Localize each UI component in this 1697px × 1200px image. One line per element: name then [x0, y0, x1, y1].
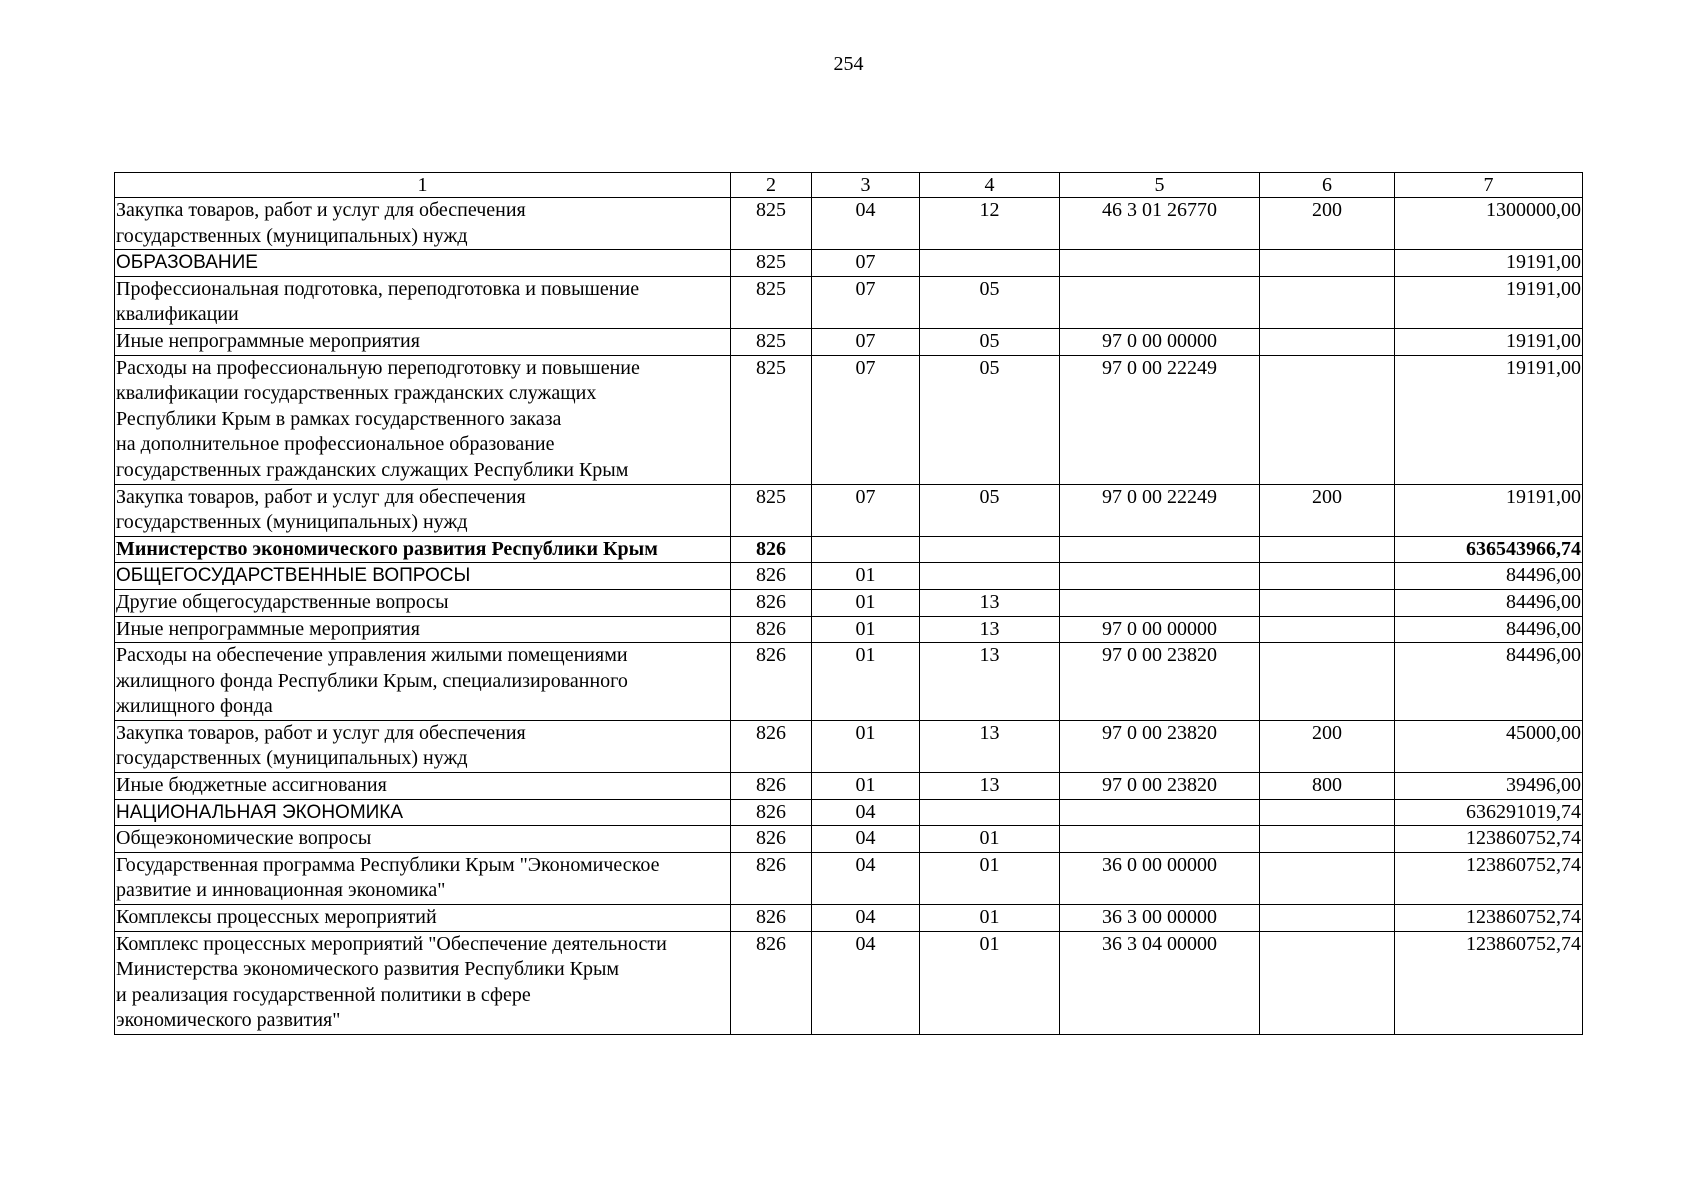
target-article-cell: 36 3 00 00000 — [1060, 905, 1260, 932]
ministry-code-cell: 826 — [731, 589, 812, 616]
subsection-code-cell: 12 — [920, 198, 1060, 250]
target-article-cell — [1060, 799, 1260, 826]
target-article-cell: 36 3 04 00000 — [1060, 931, 1260, 1034]
ministry-code-cell: 826 — [731, 643, 812, 721]
table-row — [115, 643, 1583, 721]
subsection-code-cell: 01 — [920, 931, 1060, 1034]
page-number: 254 — [833, 53, 864, 75]
section-code-cell: 01 — [812, 616, 920, 643]
ministry-code-cell: 825 — [731, 328, 812, 355]
table-row — [115, 616, 1583, 643]
table-row — [115, 250, 1583, 277]
expense-type-cell — [1260, 616, 1395, 643]
item-name-cell: ОБРАЗОВАНИЕ — [115, 250, 731, 277]
subsection-code-cell — [920, 799, 1060, 826]
amount-cell: 19191,00 — [1395, 355, 1583, 484]
ministry-code-cell: 826 — [731, 616, 812, 643]
header-row — [115, 173, 1583, 198]
subsection-code-cell: 01 — [920, 905, 1060, 932]
section-code-cell: 04 — [812, 852, 920, 904]
target-article-cell: 97 0 00 00000 — [1060, 328, 1260, 355]
budget-table — [114, 172, 1583, 1035]
expense-type-cell: 200 — [1260, 484, 1395, 536]
table-row — [115, 484, 1583, 536]
table-row — [115, 852, 1583, 904]
table-row — [115, 905, 1583, 932]
item-name-cell: Закупка товаров, работ и услуг для обеспечения государственных (муниципальных) нужд — [115, 720, 731, 772]
table-row — [115, 589, 1583, 616]
expense-type-cell — [1260, 931, 1395, 1034]
section-code-cell: 01 — [812, 643, 920, 721]
item-name-cell: ОБЩЕГОСУДАРСТВЕННЫЕ ВОПРОСЫ — [115, 563, 731, 590]
target-article-cell: 36 0 00 00000 — [1060, 852, 1260, 904]
expense-type-cell — [1260, 826, 1395, 853]
target-article-cell: 97 0 00 22249 — [1060, 484, 1260, 536]
table-row — [115, 563, 1583, 590]
expense-type-cell — [1260, 563, 1395, 590]
target-article-cell — [1060, 589, 1260, 616]
ministry-code-cell: 826 — [731, 773, 812, 800]
target-article-cell: 97 0 00 23820 — [1060, 643, 1260, 721]
table-row — [115, 276, 1583, 328]
expense-type-cell — [1260, 852, 1395, 904]
expense-type-cell: 800 — [1260, 773, 1395, 800]
ministry-code-cell: 825 — [731, 355, 812, 484]
section-code-cell: 01 — [812, 773, 920, 800]
expense-type-cell — [1260, 643, 1395, 721]
expense-type-cell: 200 — [1260, 198, 1395, 250]
item-name-cell: Иные бюджетные ассигнования — [115, 773, 731, 800]
section-code-cell: 04 — [812, 198, 920, 250]
item-name-cell: Другие общегосударственные вопросы — [115, 589, 731, 616]
expense-type-cell — [1260, 589, 1395, 616]
section-code-cell: 04 — [812, 826, 920, 853]
amount-cell: 19191,00 — [1395, 328, 1583, 355]
section-code-cell: 07 — [812, 250, 920, 277]
table-row — [115, 536, 1583, 563]
section-code-cell: 07 — [812, 484, 920, 536]
ministry-code-cell: 826 — [731, 720, 812, 772]
target-article-cell: 46 3 01 26770 — [1060, 198, 1260, 250]
subsection-code-cell: 13 — [920, 589, 1060, 616]
expense-type-cell — [1260, 905, 1395, 932]
amount-cell: 123860752,74 — [1395, 826, 1583, 853]
table-row — [115, 720, 1583, 772]
amount-cell: 19191,00 — [1395, 276, 1583, 328]
subsection-code-cell: 01 — [920, 852, 1060, 904]
table-row — [115, 799, 1583, 826]
section-code-cell: 01 — [812, 589, 920, 616]
amount-cell: 84496,00 — [1395, 563, 1583, 590]
table-row — [115, 826, 1583, 853]
target-article-cell — [1060, 276, 1260, 328]
subsection-code-cell: 13 — [920, 616, 1060, 643]
amount-cell: 19191,00 — [1395, 250, 1583, 277]
target-article-cell: 97 0 00 23820 — [1060, 773, 1260, 800]
target-article-cell: 97 0 00 00000 — [1060, 616, 1260, 643]
amount-cell: 45000,00 — [1395, 720, 1583, 772]
subsection-code-cell: 13 — [920, 720, 1060, 772]
amount-cell: 123860752,74 — [1395, 852, 1583, 904]
column-header: 1 — [115, 173, 731, 198]
section-code-cell: 04 — [812, 905, 920, 932]
section-code-cell: 07 — [812, 276, 920, 328]
amount-cell: 1300000,00 — [1395, 198, 1583, 250]
amount-cell: 19191,00 — [1395, 484, 1583, 536]
section-code-cell: 07 — [812, 328, 920, 355]
target-article-cell — [1060, 826, 1260, 853]
column-header: 2 — [731, 173, 812, 198]
subsection-code-cell — [920, 536, 1060, 563]
item-name-cell: Комплекс процессных мероприятий "Обеспечение деятельности Министерства экономического развития Республики Крым и реализация государственной политики в сфере экономического развития" — [115, 931, 731, 1034]
item-name-cell: Расходы на обеспечение управления жилыми помещениями жилищного фонда Республики Крым, специализированного жилищного фонда — [115, 643, 731, 721]
item-name-cell: Министерство экономического развития Республики Крым — [115, 536, 731, 563]
target-article-cell — [1060, 536, 1260, 563]
item-name-cell: Иные непрограммные мероприятия — [115, 616, 731, 643]
target-article-cell — [1060, 563, 1260, 590]
item-name-cell: Государственная программа Республики Крым "Экономическое развитие и инновационная экономика" — [115, 852, 731, 904]
subsection-code-cell — [920, 250, 1060, 277]
subsection-code-cell: 13 — [920, 643, 1060, 721]
amount-cell: 636291019,74 — [1395, 799, 1583, 826]
ministry-code-cell: 826 — [731, 905, 812, 932]
subsection-code-cell: 01 — [920, 826, 1060, 853]
target-article-cell: 97 0 00 23820 — [1060, 720, 1260, 772]
subsection-code-cell — [920, 563, 1060, 590]
subsection-code-cell: 13 — [920, 773, 1060, 800]
item-name-cell: Закупка товаров, работ и услуг для обеспечения государственных (муниципальных) нужд — [115, 484, 731, 536]
subsection-code-cell: 05 — [920, 355, 1060, 484]
expense-type-cell — [1260, 276, 1395, 328]
expense-type-cell — [1260, 250, 1395, 277]
target-article-cell — [1060, 250, 1260, 277]
table-row — [115, 328, 1583, 355]
amount-cell: 84496,00 — [1395, 643, 1583, 721]
table-row — [115, 198, 1583, 250]
ministry-code-cell: 825 — [731, 484, 812, 536]
item-name-cell: Профессиональная подготовка, переподготовка и повышение квалификации — [115, 276, 731, 328]
ministry-code-cell: 825 — [731, 198, 812, 250]
subsection-code-cell: 05 — [920, 276, 1060, 328]
column-header: 5 — [1060, 173, 1260, 198]
section-code-cell: 04 — [812, 799, 920, 826]
ministry-code-cell: 826 — [731, 799, 812, 826]
expense-type-cell — [1260, 536, 1395, 563]
ministry-code-cell: 826 — [731, 536, 812, 563]
ministry-code-cell: 826 — [731, 931, 812, 1034]
subsection-code-cell: 05 — [920, 484, 1060, 536]
ministry-code-cell: 826 — [731, 826, 812, 853]
item-name-cell: Закупка товаров, работ и услуг для обеспечения государственных (муниципальных) нужд — [115, 198, 731, 250]
subsection-code-cell: 05 — [920, 328, 1060, 355]
item-name-cell: Расходы на профессиональную переподготовку и повышение квалификации государственных гражданских служащих Республики Крым в рамках государственного заказа на дополнительное профессиональное образование государственных гражданских служащих Республики Крым — [115, 355, 731, 484]
column-header: 4 — [920, 173, 1060, 198]
target-article-cell: 97 0 00 22249 — [1060, 355, 1260, 484]
table-row — [115, 931, 1583, 1034]
item-name-cell: Общеэкономические вопросы — [115, 826, 731, 853]
column-header: 3 — [812, 173, 920, 198]
column-header: 6 — [1260, 173, 1395, 198]
amount-cell: 123860752,74 — [1395, 905, 1583, 932]
item-name-cell: Иные непрограммные мероприятия — [115, 328, 731, 355]
amount-cell: 636543966,74 — [1395, 536, 1583, 563]
section-code-cell: 01 — [812, 720, 920, 772]
table-body — [115, 198, 1583, 1035]
section-code-cell: 07 — [812, 355, 920, 484]
expense-type-cell: 200 — [1260, 720, 1395, 772]
ministry-code-cell: 826 — [731, 563, 812, 590]
amount-cell: 84496,00 — [1395, 616, 1583, 643]
column-header: 7 — [1395, 173, 1583, 198]
ministry-code-cell: 826 — [731, 852, 812, 904]
ministry-code-cell: 825 — [731, 250, 812, 277]
item-name-cell: Комплексы процессных мероприятий — [115, 905, 731, 932]
item-name-cell: НАЦИОНАЛЬНАЯ ЭКОНОМИКА — [115, 799, 731, 826]
section-code-cell — [812, 536, 920, 563]
section-code-cell: 01 — [812, 563, 920, 590]
table-row — [115, 773, 1583, 800]
section-code-cell: 04 — [812, 931, 920, 1034]
table-row — [115, 355, 1583, 484]
expense-type-cell — [1260, 355, 1395, 484]
expense-type-cell — [1260, 328, 1395, 355]
amount-cell: 123860752,74 — [1395, 931, 1583, 1034]
ministry-code-cell: 825 — [731, 276, 812, 328]
amount-cell: 84496,00 — [1395, 589, 1583, 616]
amount-cell: 39496,00 — [1395, 773, 1583, 800]
expense-type-cell — [1260, 799, 1395, 826]
